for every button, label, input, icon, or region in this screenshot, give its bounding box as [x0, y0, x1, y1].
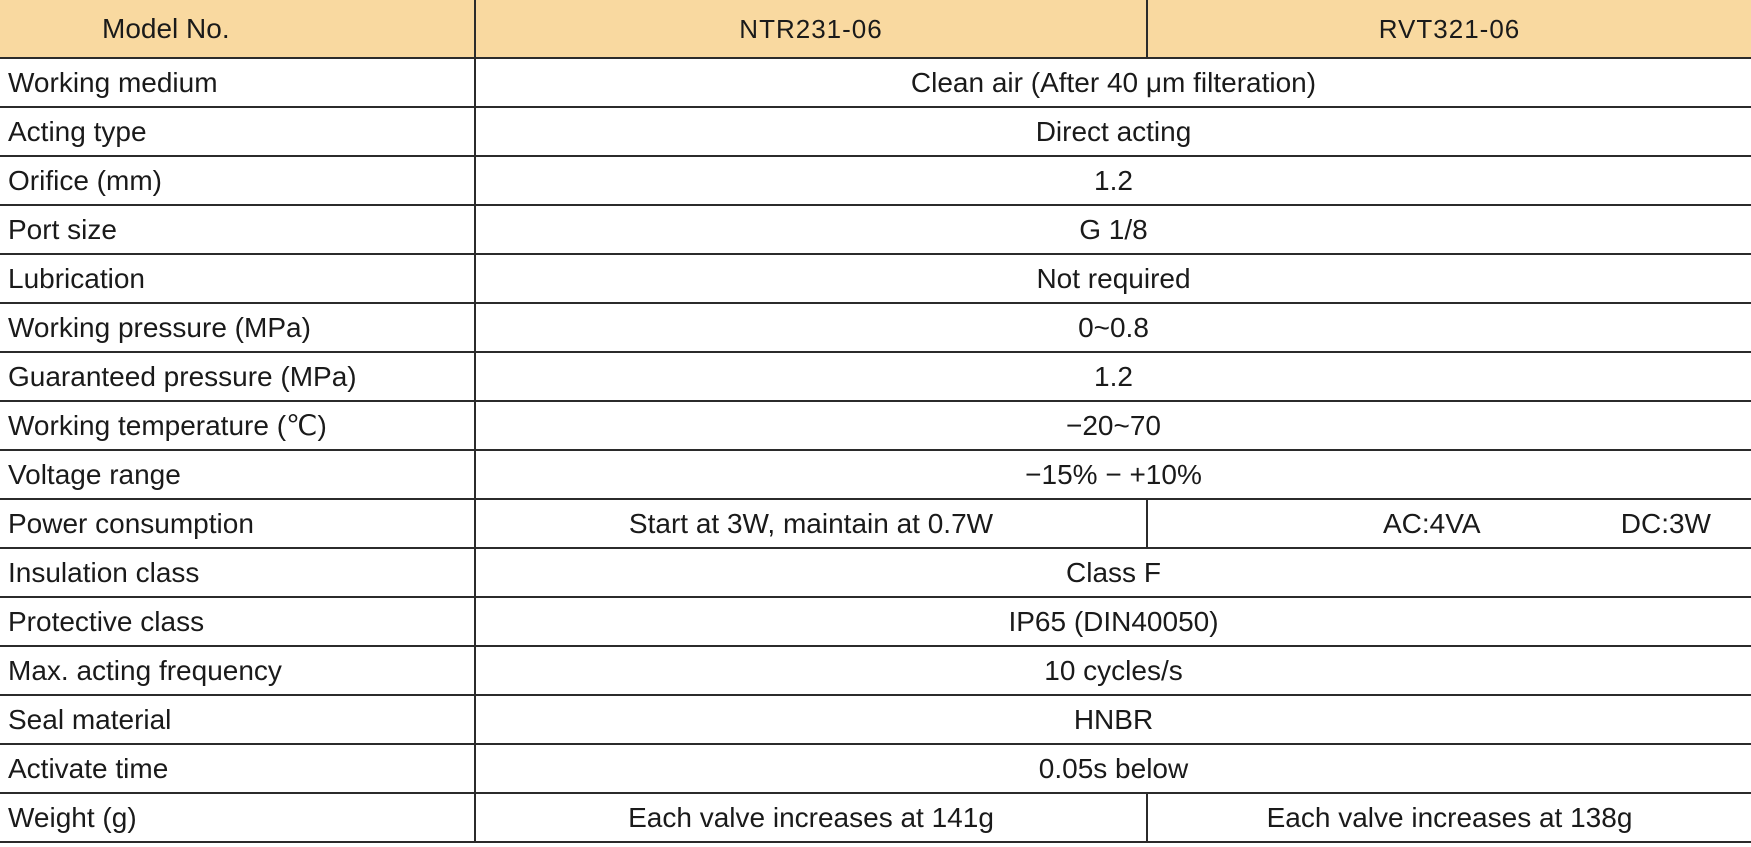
row-label: Lubrication: [0, 254, 475, 303]
row-value: 1.2: [475, 352, 1751, 401]
row-value: Not required: [475, 254, 1751, 303]
table-row: [0, 597, 1751, 646]
table-row: [0, 205, 1751, 254]
row-label: Working pressure (MPa): [0, 303, 475, 352]
row-value: Direct acting: [475, 107, 1751, 156]
row-value: HNBR: [475, 695, 1751, 744]
table-row: [0, 156, 1751, 205]
row-value: −15% − +10%: [475, 450, 1751, 499]
row-label: Working medium: [0, 58, 475, 107]
row-value: 0.05s below: [475, 744, 1751, 793]
table-row: [0, 58, 1751, 107]
table-row: [0, 450, 1751, 499]
row-value-ntr: Start at 3W, maintain at 0.7W: [475, 499, 1147, 548]
row-value: 0~0.8: [475, 303, 1751, 352]
row-value: IP65 (DIN40050): [475, 597, 1751, 646]
table-row: [0, 107, 1751, 156]
table-row: [0, 744, 1751, 793]
row-label: Guaranteed pressure (MPa): [0, 352, 475, 401]
row-label: Insulation class: [0, 548, 475, 597]
row-label: Protective class: [0, 597, 475, 646]
row-value-rvt: [1147, 499, 1751, 548]
power-dual: [1148, 507, 1751, 539]
table-row: [0, 303, 1751, 352]
row-label: Acting type: [0, 107, 475, 156]
row-label: Port size: [0, 205, 475, 254]
row-value: G 1/8: [475, 205, 1751, 254]
row-label: Activate time: [0, 744, 475, 793]
table-row: [0, 401, 1751, 450]
power-dc: DC:3W: [1620, 507, 1711, 539]
table-row: [0, 254, 1751, 303]
row-label: Weight (g): [0, 793, 475, 842]
row-value: −20~70: [475, 401, 1751, 450]
row-label: Power consumption: [0, 499, 475, 548]
table-row: [0, 499, 1751, 548]
table-header-row: [0, 0, 1751, 58]
row-value: 10 cycles/s: [475, 646, 1751, 695]
row-value-ntr: Each valve increases at 141g: [475, 793, 1147, 842]
table-row: [0, 695, 1751, 744]
model-no-label: Model No.: [0, 0, 475, 58]
model-rvt321-06: RVT321-06: [1147, 0, 1751, 58]
row-label: Seal material: [0, 695, 475, 744]
power-ac: AC:4VA: [1383, 507, 1481, 539]
row-value-rvt: Each valve increases at 138g: [1147, 793, 1751, 842]
row-value: Class F: [475, 548, 1751, 597]
table-row: [0, 548, 1751, 597]
row-label: Working temperature (℃): [0, 401, 475, 450]
table-row: [0, 352, 1751, 401]
model-ntr231-06: NTR231-06: [475, 0, 1147, 58]
row-label: Max. acting frequency: [0, 646, 475, 695]
row-label: Voltage range: [0, 450, 475, 499]
row-label: Orifice (mm): [0, 156, 475, 205]
row-value: Clean air (After 40 μm filteration): [475, 58, 1751, 107]
table-row: [0, 646, 1751, 695]
row-value: 1.2: [475, 156, 1751, 205]
table-row: [0, 793, 1751, 842]
